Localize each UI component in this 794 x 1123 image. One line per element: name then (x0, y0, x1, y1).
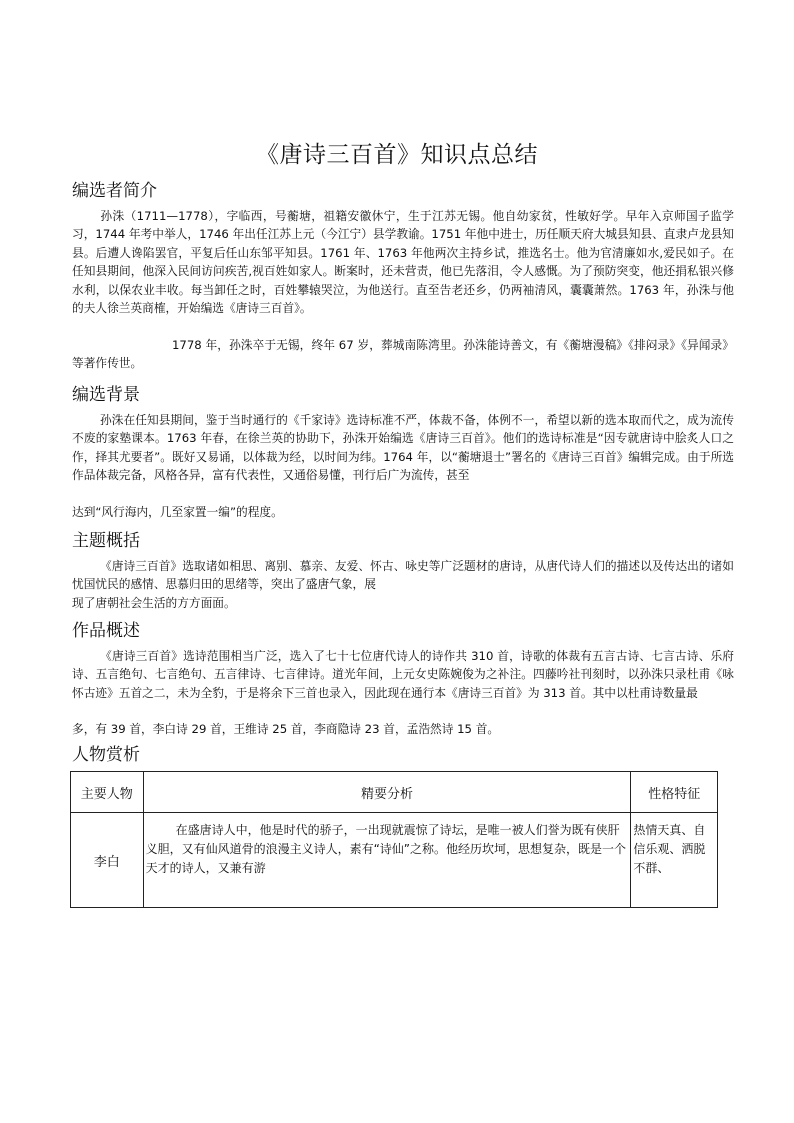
section-heading-characters: 人物赏析 (72, 745, 140, 765)
paragraph-theme-2: 现了唐朝社会生活的方方面面。 (72, 596, 236, 610)
paragraph-overview-2: 多，有 39 首，李白诗 29 首，王维诗 25 首，李商隐诗 23 首，孟浩然诗 15 首。 (72, 722, 500, 736)
table-header-row (71, 772, 718, 813)
table-cell-analysis (143, 813, 631, 908)
section-heading-theme: 主题概括 (72, 531, 140, 551)
table-header-analysis: 精要分析 (143, 772, 631, 813)
paragraph-editor-intro-1: 孙洙（1711—1778），字临西，号蘅塘，祖籍安徽休宁，生于江苏无锡。他自幼家贫，性敏好学。早年入京师国子监学习，1744 年考中举人，1746 年出任江苏上元（今江宁）县学教谕。1751 年他中进士，历任顺天府大城县知县、直隶卢龙县知县。后遭人谗陷罢官，平复后任山东邹平知县。1761 年、1763 年他两次主持乡试，推选名士。他为官清廉如水,爱民如子。在任知县期间，他深入民间访问疾苦,视百姓如家人。断案时，还未营责，他已先落泪，令人感慨。为了预防突变，他还捐私银兴修水利，以保农业丰收。每当卸任之时，百姓攀辕哭泣，为他送行。直至告老还乡，仍两袖清风，囊囊萧然。1763 年，孙洙与他的夫人徐兰英商榷，开始编选《唐诗三百首》。 (72, 209, 734, 316)
paragraph-overview-1: 《唐诗三百首》选诗范围相当广泛，选入了七十七位唐代诗人的诗作共 310 首，诗歌的体裁有五言古诗、七言古诗、乐府诗、五言绝句、七言绝句、五言律诗、七言律诗。道光年间，上元女史陈婉俊为之补注。四藤吟社刊刻时，以孙洙只录杜甫《咏怀古迹》五首之二，未为全豹，于是将余下三首也录入，因此现在通行本《唐诗三百首》为 313 首。其中以杜甫诗数量最 (72, 649, 734, 700)
table-row (71, 813, 718, 908)
table-cell-traits: 热情天真、自信乐观、洒脱不群、 (631, 813, 718, 908)
section-heading-overview: 作品概述 (72, 621, 140, 641)
table-cell-name: 李白 (71, 813, 144, 908)
paragraph-background-2: 达到“风行海内，几至家置一编”的程度。 (72, 505, 283, 519)
character-table (70, 771, 718, 908)
table-header-character: 主要人物 (71, 772, 144, 813)
paragraph-editor-intro-2: 1778 年，孙洙卒于无锡，终年 67 岁，葬城南陈湾里。孙洙能诗善文，有《蘅塘漫稿》《排闷录》《异闻录》等著作传世。 (72, 338, 734, 371)
paragraph-background-1: 孙洙在任知县期间，鉴于当时通行的《千家诗》选诗标准不严，体裁不备，体例不一，希望以新的选本取而代之，成为流传不废的家塾课本。1763 年春，在徐兰英的协助下，孙洙开始编选《唐诗三百首》。他们的选诗标准是“因专就唐诗中脍炙人口之作，择其尤要者”。既好又易诵，以体裁为经，以时间为纬。1764 年，以“蘅塘退士”署名的《唐诗三百首》编辑完成。由于所选作品体裁完备，风格各异，富有代表性，又通俗易懂，刊行后广为流传，甚至 (72, 413, 734, 483)
analysis-text: 在盛唐诗人中，他是时代的骄子，一出现就震惊了诗坛，是唯一被人们誉为既有侠肝义胆，又有仙风道骨的浪漫主义诗人，素有“诗仙”之称。他经历坎坷，思想复杂，既是一个天才的诗人，又兼有游 (145, 823, 627, 875)
table-header-traits: 性格特征 (631, 772, 718, 813)
document-title: 《唐诗三百首》知识点总结 (256, 142, 538, 168)
section-heading-background: 编选背景 (72, 385, 140, 405)
section-heading-editor-intro: 编选者简介 (72, 181, 157, 201)
paragraph-theme-1: 《唐诗三百首》选取诸如相思、离别、慕亲、友爱、怀古、咏史等广泛题材的唐诗，从唐代诗人们的描述以及传达出的诸如忧国忧民的感情、思慕归田的思绪等，突出了盛唐气象，展 (72, 559, 734, 592)
